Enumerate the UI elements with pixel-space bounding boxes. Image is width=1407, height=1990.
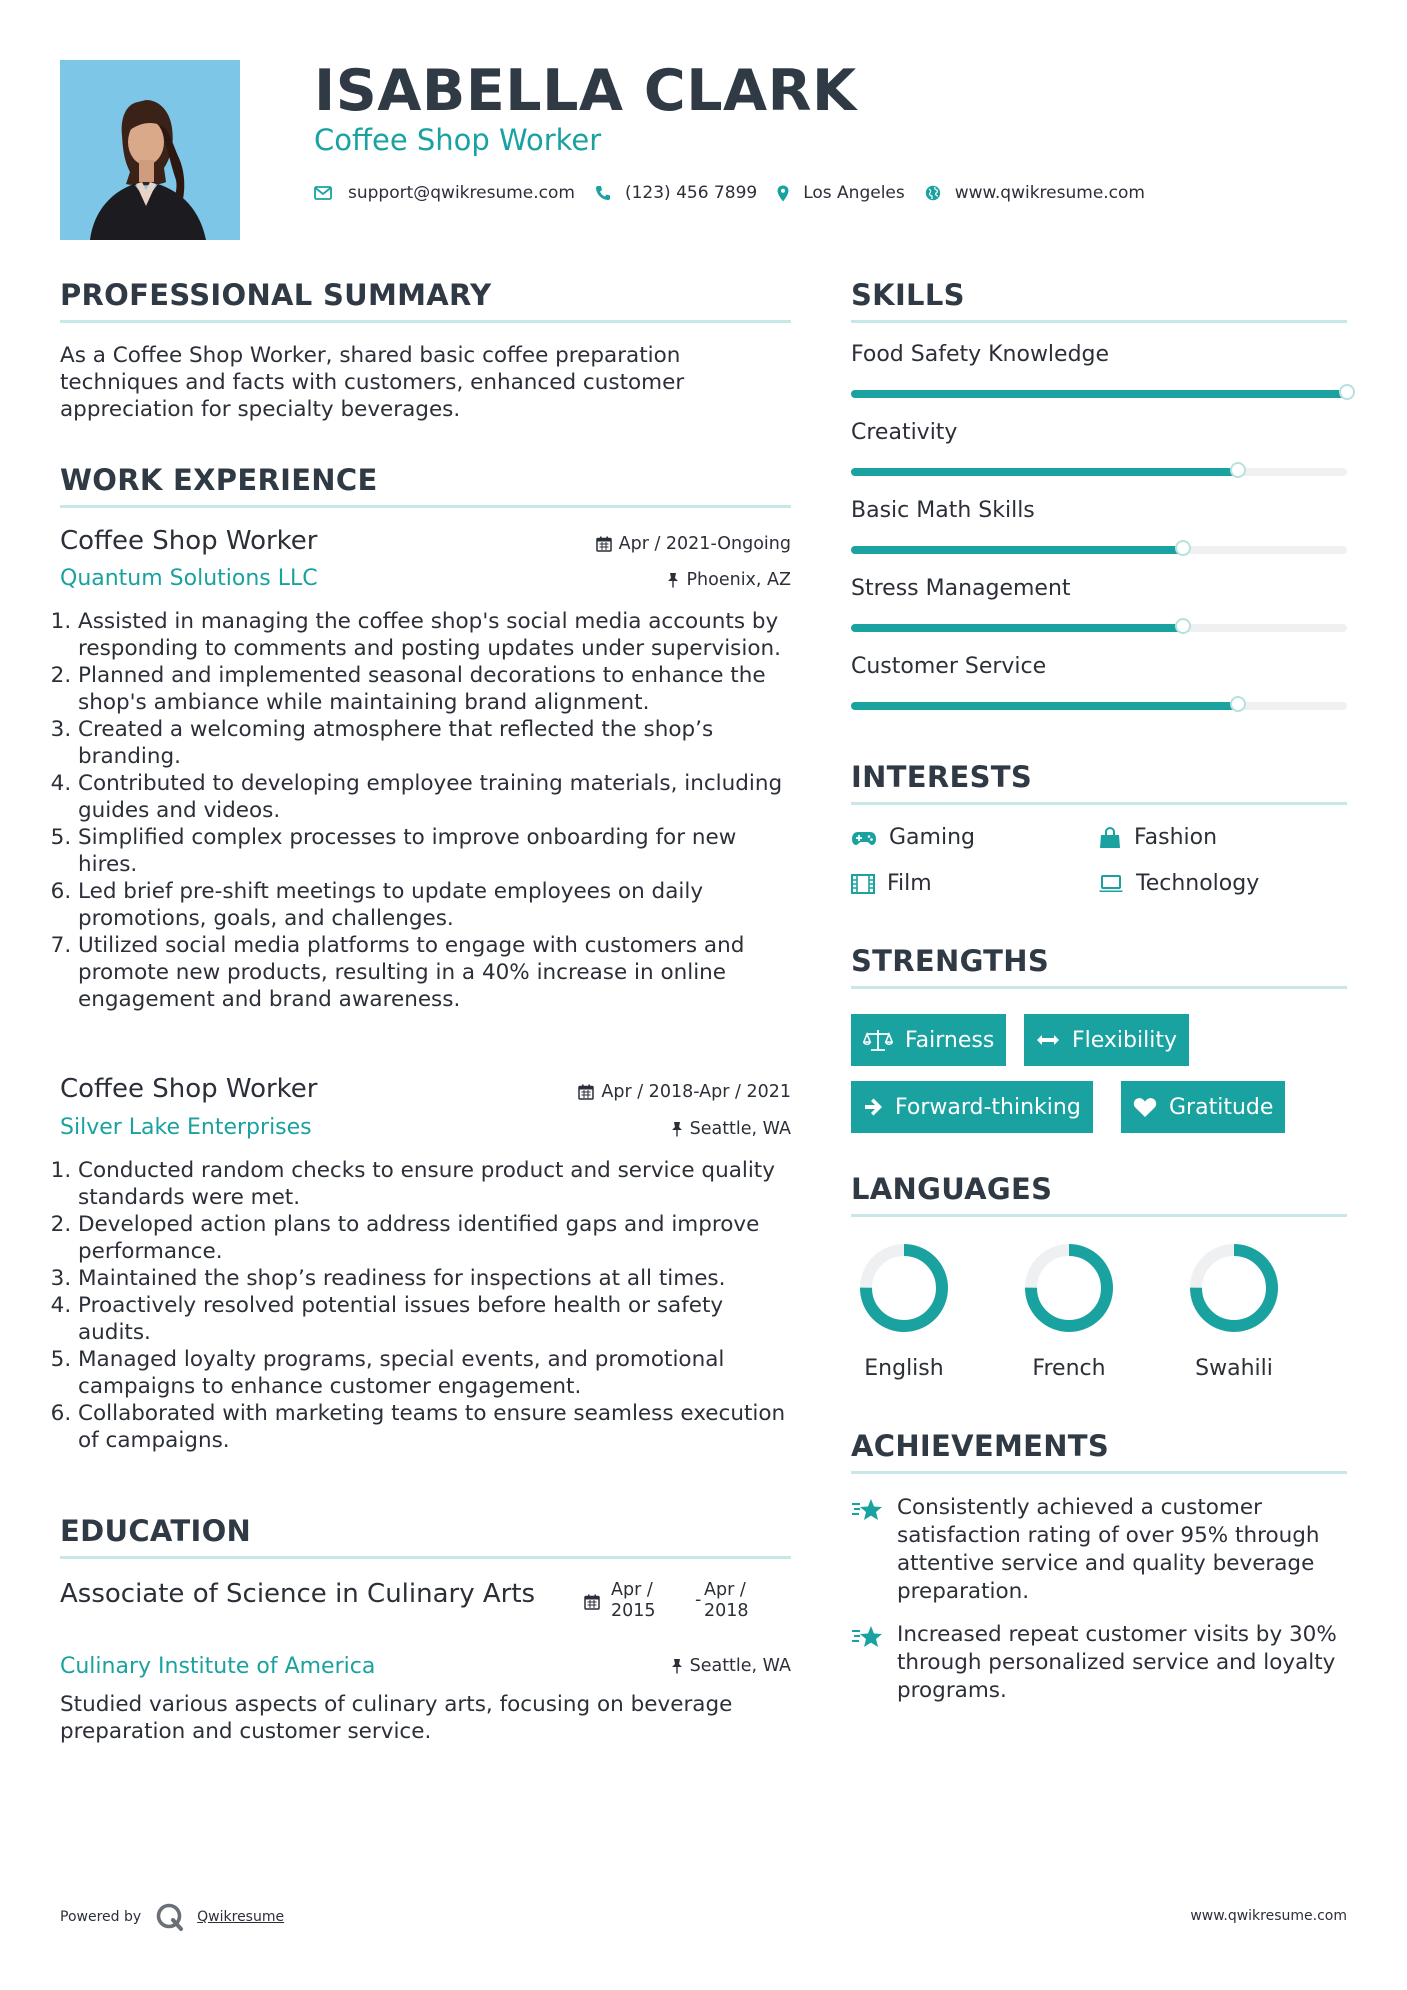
website-text: www.qwikresume.com [954, 183, 1145, 203]
education-school: Culinary Institute of America [60, 1654, 376, 1679]
education-end-year: 2018 [704, 1601, 749, 1621]
strength-badge-gratitude [1121, 1081, 1285, 1133]
languages-heading: LANGUAGES [851, 1172, 1053, 1206]
interest-label: Fashion [1134, 825, 1218, 850]
list-item: 2. Planned and implemented seasonal decorations to enhance the shop's ambiance while maintaining brand alignment. [78, 662, 795, 716]
person-photo-illustration [60, 60, 240, 240]
skill-bar-fill [851, 546, 1183, 554]
skill-bar-knob [1175, 618, 1191, 634]
skill-bar [851, 546, 1347, 554]
job-2-date [578, 1082, 791, 1102]
skill-bar-knob [1230, 696, 1246, 712]
language-ring [841, 1238, 981, 1338]
language-item [841, 1238, 981, 1384]
skill-bar [851, 702, 1347, 710]
phone-icon [595, 185, 611, 201]
list-item: 5. Managed loyalty programs, special events, and promotional campaigns to enhance customer engagement. [78, 1346, 795, 1400]
skill-bar-fill [851, 702, 1238, 710]
interest-item-gaming [851, 823, 975, 853]
education-degree: Associate of Science in Culinary Arts [60, 1579, 536, 1609]
strength-badge-flexibility [1024, 1014, 1189, 1066]
skill-name: Stress Management [851, 576, 1071, 601]
skill-bar-knob [1230, 462, 1246, 478]
footer-url[interactable]: www.qwikresume.com [1190, 1908, 1347, 1924]
list-item: 7. Utilized social media platforms to engage with customers and promote new products, resulting in a 40% increase in online engagement and brand awareness. [78, 932, 795, 1013]
language-label: Swahili [1195, 1356, 1273, 1381]
candidate-name: ISABELLA CLARK [314, 58, 857, 124]
contact-bar [314, 178, 1165, 208]
skill-item [851, 652, 1347, 730]
list-item: 4. Proactively resolved potential issues before health or safety audits. [78, 1292, 795, 1346]
strength-label: Forward-thinking [895, 1094, 1081, 1120]
contact-email[interactable] [314, 183, 575, 203]
skills-heading: SKILLS [851, 278, 965, 312]
skill-item [851, 496, 1347, 574]
strengths-divider [851, 986, 1347, 989]
arrow-right-icon [863, 1098, 883, 1116]
candidate-title: Coffee Shop Worker [314, 123, 602, 157]
calendar-icon [596, 536, 612, 552]
list-item: 5. Simplified complex processes to improve onboarding for new hires. [78, 824, 795, 878]
education-dates [582, 1580, 792, 1630]
language-item [1006, 1238, 1146, 1384]
education-start-month: Apr / [611, 1580, 653, 1600]
education-end-month: Apr / [704, 1580, 746, 1600]
laptop-icon [1098, 875, 1124, 893]
list-item: 3. Maintained the shop’s readiness for inspections at all times. [78, 1265, 795, 1292]
experience-divider [60, 505, 791, 508]
job-1-location [667, 570, 791, 590]
job-1-title: Coffee Shop Worker [60, 526, 318, 556]
arrows-horizontal-icon [1036, 1033, 1060, 1047]
list-item: 2. Developed action plans to address identified gaps and improve performance. [78, 1211, 795, 1265]
skill-bar-knob [1175, 540, 1191, 556]
skill-item [851, 340, 1347, 418]
interest-label: Gaming [889, 825, 975, 850]
email-text: support@qwikresume.com [348, 183, 575, 203]
skill-bar [851, 624, 1347, 632]
job-1-company: Quantum Solutions LLC [60, 566, 318, 591]
experience-heading: WORK EXPERIENCE [60, 463, 378, 497]
language-item [1171, 1238, 1311, 1384]
strength-badge-fairness [851, 1014, 1006, 1066]
job-2-date-text: Apr / 2018-Apr / 2021 [601, 1082, 791, 1102]
job-2-location-text: Seattle, WA [689, 1119, 791, 1139]
achievements-divider [851, 1471, 1347, 1474]
phone-text: (123) 456 7899 [624, 183, 758, 203]
interest-item-technology [1098, 869, 1259, 899]
job-2-location [671, 1119, 791, 1139]
list-item: 3. Created a welcoming atmosphere that reflected the shop’s branding. [78, 716, 795, 770]
map-pin-icon [777, 185, 789, 202]
strength-badge-forward-thinking [851, 1081, 1093, 1133]
calendar-icon [578, 1084, 594, 1100]
achievement-text: Increased repeat customer visits by 30% through personalized service and loyalty programs. [897, 1622, 1337, 1703]
list-item: 1. Assisted in managing the coffee shop's social media accounts by responding to comments and posting updates under supervision. [78, 608, 795, 662]
interest-item-fashion [1098, 823, 1217, 853]
language-label: English [864, 1356, 944, 1381]
interest-label: Film [887, 871, 932, 896]
skill-name: Creativity [851, 420, 958, 445]
strength-label: Gratitude [1169, 1094, 1274, 1120]
education-heading: EDUCATION [60, 1514, 252, 1548]
list-item: 6. Led brief pre-shift meetings to update employees on daily promotions, goals, and challenges. [78, 878, 795, 932]
language-ring [1006, 1238, 1146, 1338]
job-1-location-text: Phoenix, AZ [686, 570, 791, 590]
strength-label: Fairness [905, 1027, 995, 1053]
language-ring [1171, 1238, 1311, 1338]
skill-bar-knob [1339, 384, 1355, 400]
profile-photo [60, 60, 240, 240]
skills-list [851, 340, 1347, 730]
contact-phone[interactable] [595, 183, 757, 203]
gamepad-icon [851, 830, 877, 846]
pushpin-icon [671, 1121, 683, 1137]
footer-powered-by [60, 1902, 284, 1932]
job-2-company: Silver Lake Enterprises [60, 1115, 312, 1140]
summary-divider [60, 320, 791, 323]
skill-name: Basic Math Skills [851, 498, 1035, 523]
job-1-date [596, 534, 791, 554]
job-2-title: Coffee Shop Worker [60, 1074, 318, 1104]
film-icon [851, 874, 875, 894]
interest-item-film [851, 869, 932, 899]
balance-scale-icon [863, 1028, 893, 1052]
location-text: Los Angeles [803, 183, 905, 203]
qwikresume-link[interactable]: Qwikresume [197, 1909, 285, 1925]
achievement-item [851, 1621, 1351, 1705]
education-location [671, 1656, 791, 1676]
interest-label: Technology [1136, 871, 1260, 896]
interests-heading: INTERESTS [851, 760, 1033, 794]
skill-bar-fill [851, 468, 1238, 476]
contact-website[interactable] [925, 183, 1145, 203]
skills-divider [851, 320, 1347, 323]
education-start-year: 2015 [611, 1601, 656, 1621]
achievement-item [851, 1494, 1351, 1606]
globe-icon [925, 185, 941, 201]
pushpin-icon [667, 572, 679, 588]
list-item: 4. Contributed to developing employee training materials, including guides and videos. [78, 770, 795, 824]
powered-by-text: Powered by [60, 1909, 142, 1925]
heart-icon [1133, 1097, 1157, 1118]
shooting-star-icon [851, 1625, 885, 1649]
strength-label: Flexibility [1072, 1027, 1177, 1053]
strengths-heading: STRENGTHS [851, 944, 1050, 978]
envelope-icon [314, 186, 332, 200]
pushpin-icon [671, 1658, 683, 1674]
language-label: French [1032, 1356, 1106, 1381]
skill-bar-fill [851, 624, 1183, 632]
languages-divider [851, 1214, 1347, 1217]
education-location-text: Seattle, WA [689, 1656, 791, 1676]
skill-name: Food Safety Knowledge [851, 342, 1110, 367]
shopping-bag-icon [1098, 827, 1122, 849]
shooting-star-icon [851, 1498, 885, 1522]
qwikresume-logo-icon [155, 1902, 185, 1932]
calendar-icon [584, 1594, 600, 1610]
job-1-bullets [60, 608, 795, 1013]
contact-location [777, 183, 905, 203]
languages-list [841, 1238, 1361, 1388]
achievement-text: Consistently achieved a customer satisfaction rating of over 95% through attentive service and quality beverage preparation. [897, 1495, 1320, 1604]
education-text: Studied various aspects of culinary arts, focusing on beverage preparation and customer service. [60, 1692, 733, 1744]
skill-item [851, 574, 1347, 652]
achievements-heading: ACHIEVEMENTS [851, 1429, 1110, 1463]
skill-bar-fill [851, 390, 1347, 398]
interests-divider [851, 802, 1347, 805]
skill-bar [851, 390, 1347, 398]
summary-heading: PROFESSIONAL SUMMARY [60, 278, 492, 312]
education-divider [60, 1556, 791, 1559]
skill-item [851, 418, 1347, 496]
skill-name: Customer Service [851, 654, 1047, 679]
skill-bar [851, 468, 1347, 476]
job-2-bullets [60, 1157, 795, 1454]
summary-text: As a Coffee Shop Worker, shared basic coffee preparation techniques and facts with customers, enhanced customer appreciation for specialty beverages. [60, 343, 685, 422]
list-item: 1. Conducted random checks to ensure product and service quality standards were met. [78, 1157, 795, 1211]
education-date-separator: - [695, 1590, 702, 1610]
list-item: 6. Collaborated with marketing teams to ensure seamless execution of campaigns. [78, 1400, 795, 1454]
job-1-date-text: Apr / 2021-Ongoing [618, 534, 791, 554]
